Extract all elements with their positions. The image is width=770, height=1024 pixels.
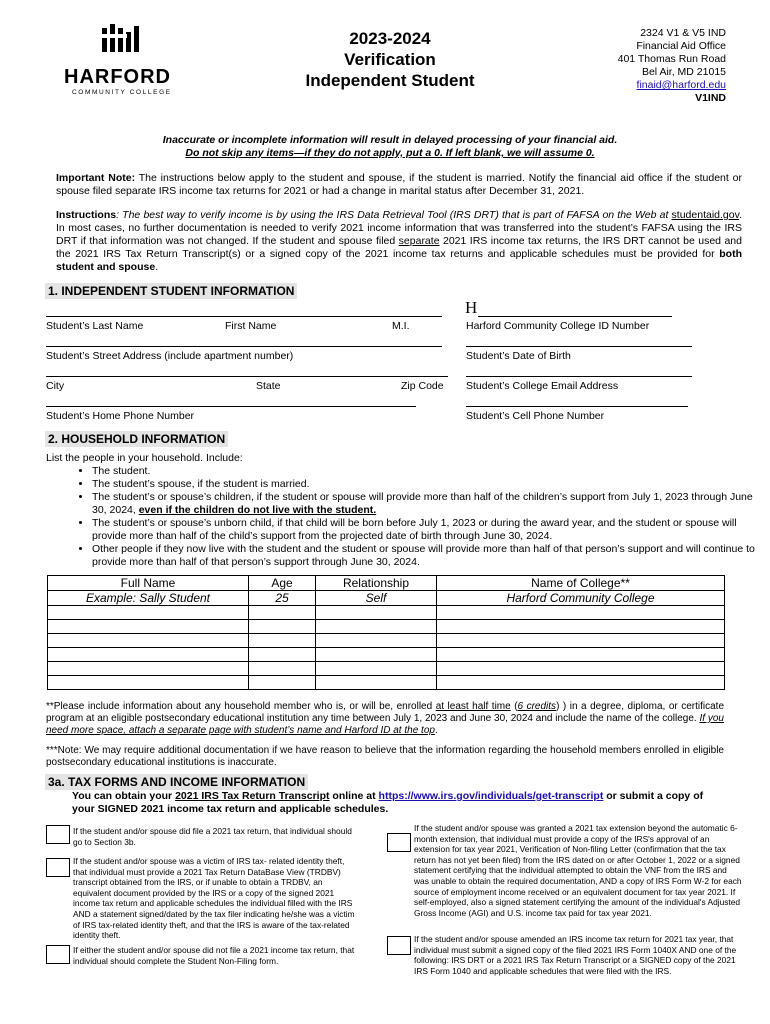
documentation-note: ***Note: We may require additional documentation if we have reason to believe that the information regarding the household members enrolled in eligible postsecondary educational institutions is inaccurate. xyxy=(46,745,724,768)
table-row[interactable] xyxy=(48,662,725,676)
home-phone-label: Student’s Home Phone Number xyxy=(46,410,195,422)
table-row[interactable] xyxy=(48,676,725,690)
dob-label: Student’s Date of Birth xyxy=(466,350,571,362)
household-list xyxy=(66,465,762,569)
list-item: • The student’s or spouse’s children, if the student or spouse will provide more than half of the children’s support from July 1, 2023 through June 30, 2024, even if the children do not live with the student. xyxy=(92,491,762,517)
amended-checkbox[interactable] xyxy=(387,936,411,955)
list-item: • The student. xyxy=(92,465,762,478)
cell-phone-label: Student’s Cell Phone Number xyxy=(466,410,605,422)
did-not-file-checkbox[interactable] xyxy=(46,945,70,964)
last-name-label: Student’s Last Name xyxy=(46,320,144,332)
office-address: 2324 V1 & V5 IND Financial Aid Office 401 Thomas Run Road Bel Air, MD 21015 finaid@harford.edu V1IND xyxy=(617,27,726,104)
option-extension: If the student and/or spouse was granted a 2021 tax extension beyond the automatic 6-month extension, that individual must provide a copy of the IRS's approval of an extension for tax year 2021, Verification of Non-filing Letter (confirmation that the tax return has not yet been filed) from the IRS dated on or after October 1, 2022 or a signed statement certifying that the individual attempted to obtain the VNF from the IRS and was unable to obtain the required documentation, AND a copy of IRS Form W-2 for each source of employment income received or an equivalent document for tax year 2021. If self-employed, also a signed statement certifying the amount of the individual's Adjusted Gross Income (AGI) and U.S. income tax paid for tax year 2021. xyxy=(414,823,742,918)
street-field[interactable] xyxy=(46,346,442,347)
table-row[interactable] xyxy=(48,620,725,634)
transcript-instructions: You can obtain your 2021 IRS Tax Return Transcript online at https://www.irs.gov/individuals/get-transcript or submit a copy of your SIGNED 2021 income tax return and applicable schedules. xyxy=(72,790,704,815)
section1-heading: 1. INDEPENDENT STUDENT INFORMATION xyxy=(45,283,297,299)
column-header: Relationship xyxy=(316,576,437,591)
did-file-checkbox[interactable] xyxy=(46,825,70,844)
city-label: City xyxy=(46,380,65,392)
table-header-row xyxy=(48,576,725,591)
option-did-not-file: If either the student and/or spouse did not file a 2021 income tax return, that individual should complete the Student Non-Filing form. xyxy=(73,945,355,966)
table-row: Example: Sally Student 25 Self Harford Community College xyxy=(48,591,725,606)
first-name-label: First Name xyxy=(225,320,277,332)
option-amended: If the student and/or spouse amended an IRS income tax return for 2021 tax year, that individual must submit a signed copy of the filed 2021 IRS Form 1040X AND one of the following: IRS DRT or a 2021 IRS Tax Return Transcript or a SIGNED copy of the 2021 IRS Form 1040 and applicable schedules that were filed with the IRS. xyxy=(414,934,737,976)
irs-transcript-link[interactable]: https://www.irs.gov/individuals/get-transcript xyxy=(378,790,604,802)
warning-text: Inaccurate or incomplete information will result in delayed processing of your financial aid. Do not skip any items—if they do not apply, put a 0. If left blank, we will assume 0. xyxy=(162,134,618,159)
identity-theft-checkbox[interactable] xyxy=(46,858,70,877)
id-prefix: H xyxy=(465,298,478,317)
section2-heading: 2. HOUSEHOLD INFORMATION xyxy=(45,431,228,447)
id-field[interactable] xyxy=(478,316,672,317)
id-label: Harford Community College ID Number xyxy=(466,320,650,332)
list-item: • The student’s or spouse’s unborn child, if that child will be born before July 1, 2023 or during the award year, and the student or spouse will provide more than half of the child’s support from the projected date of birth through June 30, 2024. xyxy=(92,517,762,543)
table-row[interactable] xyxy=(48,648,725,662)
email-label: Student’s College Email Address xyxy=(466,380,619,392)
column-header: Age xyxy=(249,576,316,591)
cell-phone-field[interactable] xyxy=(466,406,688,407)
household-table xyxy=(47,575,725,690)
list-item: • The student’s spouse, if the student is married. xyxy=(92,478,762,491)
table-row[interactable] xyxy=(48,606,725,620)
instructions: Instructions: The best way to verify income is by using the IRS Data Retrieval Tool (IRS DRT) that is part of FAFSA on the Web at studentaid.gov. In most cases, no further documentation is needed to verify 2021 income information that was transferred into the student’s FAFSA using the IRS DRT if that information was not changed. If the student and spouse filed separate 2021 IRS income tax returns, the IRS DRT cannot be used and the 2021 IRS Tax Return Transcript(s) or a signed copy of the 2021 income tax returns and applicable schedules must be provided for both student and spouse. xyxy=(56,209,742,273)
dob-field[interactable] xyxy=(466,346,692,347)
city-state-zip-field[interactable] xyxy=(46,376,448,377)
extension-checkbox[interactable] xyxy=(387,833,411,852)
logo-subtitle: COMMUNITY COLLEGE xyxy=(72,89,172,96)
email-link[interactable]: finaid@harford.edu xyxy=(636,79,726,91)
home-phone-field[interactable] xyxy=(46,406,416,407)
table-row[interactable] xyxy=(48,634,725,648)
state-label: State xyxy=(256,380,281,392)
studentaid-link[interactable]: studentaid.gov xyxy=(671,209,740,221)
email-field[interactable] xyxy=(466,376,692,377)
option-did-file: If the student and/or spouse did file a 2021 tax return, that individual should go to Section 3b. xyxy=(73,826,352,847)
logo-name: HARFORD xyxy=(64,66,171,88)
mi-label: M.I. xyxy=(392,320,410,332)
important-note: Important Note: The instructions below apply to the student and spouse, if the student is married. Notify the financial aid office if the student or spouse filed separate IRS income tax returns for 2021 or had a change in marital status after December 31, 2021. xyxy=(56,172,742,197)
list-item: • Other people if they now live with the student and the student or spouse will provide more than half of that person’s support and will continue to provide more than half of that person’s support through June 30, 2024. xyxy=(92,543,762,569)
street-label: Student’s Street Address (include apartment number) xyxy=(46,350,294,362)
household-intro: List the people in your household. Include: xyxy=(46,452,243,464)
section3-heading: 3a. TAX FORMS AND INCOME INFORMATION xyxy=(45,774,308,790)
column-header: Name of College** xyxy=(437,576,725,591)
option-identity-theft: If the student and/or spouse was a victim of IRS tax- related identity theft, that individual must provide a 2021 Tax Return DataBase View (TRDBV) transcript obtained from the IRS, or if unable to obtain a TRDBV, an equivalent document provided by the IRS or a copy of the signed 2021 income tax return and applicable schedules the individual filled with the IRS AND a statement signed/dated by the tax filer indicating he/she was a victim of IRS tax-related identity theft, and that the IRS is aware of the tax-related identity theft. xyxy=(73,856,355,941)
last-name-field[interactable] xyxy=(46,316,442,317)
college-note: **Please include information about any household member who is, or will be, enrolled at least half time (6 credits) ) in a degree, diploma, or certificate program at an eligible postsecondary educational institution any time between July 1, 2023 and June 30, 2024 and include the name of the college. If you need more space, attach a separate page with student’s name and Harford ID at the top. xyxy=(46,701,725,736)
column-header: Full Name xyxy=(48,576,249,591)
page-title: 2023-2024 Verification Independent Student xyxy=(305,29,475,90)
zip-label: Zip Code xyxy=(401,380,444,392)
